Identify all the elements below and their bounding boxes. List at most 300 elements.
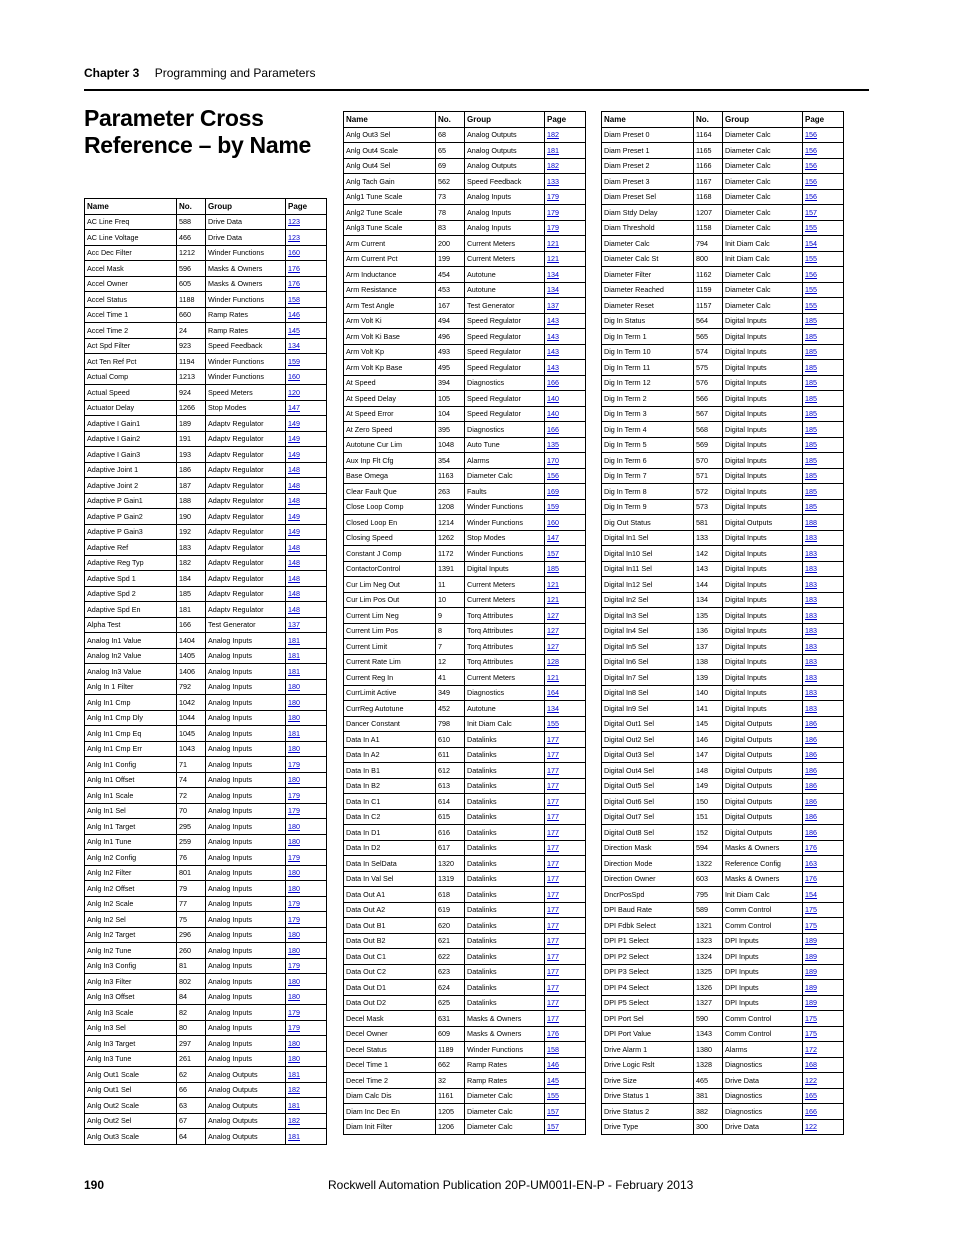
- page-link[interactable]: 180: [286, 865, 327, 881]
- page-link[interactable]: 176: [286, 261, 327, 277]
- page-link[interactable]: 155: [545, 1088, 586, 1104]
- page-link[interactable]: 155: [803, 251, 844, 267]
- param-name: Act Ten Ref Pct: [85, 354, 177, 370]
- param-group: Analog Outputs: [206, 1067, 286, 1083]
- page-link[interactable]: 180: [286, 974, 327, 990]
- page-link[interactable]: 148: [286, 478, 327, 494]
- page-link[interactable]: 186: [803, 716, 844, 732]
- page-link[interactable]: 121: [545, 251, 586, 267]
- table-row: [602, 763, 844, 779]
- page-link[interactable]: 145: [545, 1073, 586, 1089]
- param-number: 1168: [694, 189, 723, 205]
- page-link[interactable]: 156: [803, 127, 844, 143]
- page-link[interactable]: 172: [803, 1042, 844, 1058]
- param-number: 9: [436, 608, 465, 624]
- page-link[interactable]: 120: [286, 385, 327, 401]
- table-row: [85, 276, 327, 292]
- param-group: Analog Inputs: [206, 865, 286, 881]
- table-row: [602, 484, 844, 500]
- page-link[interactable]: 137: [545, 298, 586, 314]
- param-name: Anlg In 1 Filter: [85, 679, 177, 695]
- page-link[interactable]: 186: [803, 794, 844, 810]
- page-link[interactable]: 133: [545, 174, 586, 190]
- page-link[interactable]: 180: [286, 927, 327, 943]
- table-row: [344, 344, 586, 360]
- page-link[interactable]: 180: [286, 741, 327, 757]
- page-link[interactable]: 177: [545, 887, 586, 903]
- table-row: [85, 1036, 327, 1052]
- page-link[interactable]: 140: [545, 391, 586, 407]
- param-name: DPI P4 Select: [602, 980, 694, 996]
- param-name: Diam Preset 2: [602, 158, 694, 174]
- param-name: Anlg Out2 Sel: [85, 1113, 177, 1129]
- page-link[interactable]: 146: [286, 307, 327, 323]
- page-link[interactable]: 176: [286, 276, 327, 292]
- page-link[interactable]: 122: [803, 1119, 844, 1135]
- page-link[interactable]: 148: [286, 462, 327, 478]
- page-link[interactable]: 135: [545, 437, 586, 453]
- page-link[interactable]: 175: [803, 1011, 844, 1027]
- page-link[interactable]: 166: [803, 1104, 844, 1120]
- table-row: [602, 887, 844, 903]
- page-link[interactable]: 179: [286, 1005, 327, 1021]
- param-number: 565: [694, 329, 723, 345]
- page-link[interactable]: 181: [286, 648, 327, 664]
- page-link[interactable]: 189: [803, 980, 844, 996]
- param-number: 167: [436, 298, 465, 314]
- page-link[interactable]: 148: [286, 493, 327, 509]
- page-link[interactable]: 183: [803, 608, 844, 624]
- page-link[interactable]: 177: [545, 918, 586, 934]
- param-number: 1044: [177, 710, 206, 726]
- param-number: 1214: [436, 515, 465, 531]
- page-link[interactable]: 180: [286, 679, 327, 695]
- page-link[interactable]: 180: [286, 1051, 327, 1067]
- page-link[interactable]: 145: [286, 323, 327, 339]
- param-number: 493: [436, 344, 465, 360]
- page-link[interactable]: 149: [286, 431, 327, 447]
- page-link[interactable]: 179: [286, 788, 327, 804]
- param-number: 166: [177, 617, 206, 633]
- page-link[interactable]: 148: [286, 571, 327, 587]
- param-number: 69: [436, 158, 465, 174]
- table-row: [602, 794, 844, 810]
- page-link[interactable]: 181: [545, 143, 586, 159]
- param-number: 78: [436, 205, 465, 221]
- page-link[interactable]: 177: [545, 980, 586, 996]
- page-link[interactable]: 177: [545, 949, 586, 965]
- page-link[interactable]: 177: [545, 732, 586, 748]
- page-link[interactable]: 127: [545, 608, 586, 624]
- table-row: [85, 524, 327, 540]
- page-link[interactable]: 137: [286, 617, 327, 633]
- table-row: [85, 261, 327, 277]
- page-link[interactable]: 160: [286, 245, 327, 261]
- page-link[interactable]: 156: [803, 158, 844, 174]
- table-row: [602, 1119, 844, 1135]
- page-link[interactable]: 155: [803, 298, 844, 314]
- param-group: Diagnostics: [723, 1088, 803, 1104]
- page-link[interactable]: 177: [545, 794, 586, 810]
- page-link[interactable]: 183: [803, 561, 844, 577]
- page-link[interactable]: 160: [286, 369, 327, 385]
- param-name: Anlg In3 Sel: [85, 1020, 177, 1036]
- page-link[interactable]: 180: [286, 881, 327, 897]
- param-name: Anlg In1 Offset: [85, 772, 177, 788]
- page-link[interactable]: 185: [803, 499, 844, 515]
- page-link[interactable]: 182: [286, 1082, 327, 1098]
- table-row: [85, 571, 327, 587]
- page-link[interactable]: 155: [545, 716, 586, 732]
- page-link[interactable]: 127: [545, 623, 586, 639]
- param-name: Anlg In2 Filter: [85, 865, 177, 881]
- page-link[interactable]: 177: [545, 763, 586, 779]
- param-number: 75: [177, 912, 206, 928]
- page-link[interactable]: 179: [286, 896, 327, 912]
- page-link[interactable]: 185: [803, 437, 844, 453]
- param-group: Alarms: [723, 1042, 803, 1058]
- page-link[interactable]: 134: [545, 701, 586, 717]
- page-title: Parameter Cross Reference – by Name: [84, 105, 311, 158]
- param-name: Adaptive Reg Typ: [85, 555, 177, 571]
- page-link[interactable]: 123: [286, 214, 327, 230]
- param-number: 617: [436, 840, 465, 856]
- param-number: 616: [436, 825, 465, 841]
- page-link[interactable]: 168: [803, 1057, 844, 1073]
- param-group: Digital Inputs: [723, 437, 803, 453]
- page-link[interactable]: 155: [803, 282, 844, 298]
- param-group: Masks & Owners: [723, 871, 803, 887]
- page-link[interactable]: 157: [545, 1104, 586, 1120]
- param-number: 494: [436, 313, 465, 329]
- page-link[interactable]: 157: [545, 546, 586, 562]
- page-link[interactable]: 180: [286, 695, 327, 711]
- table-row: [344, 158, 586, 174]
- param-group: Test Generator: [206, 617, 286, 633]
- page-link[interactable]: 182: [545, 127, 586, 143]
- table-row: [85, 431, 327, 447]
- page-link[interactable]: 180: [286, 834, 327, 850]
- page-link[interactable]: 183: [803, 654, 844, 670]
- page-link[interactable]: 188: [803, 515, 844, 531]
- table-row: [602, 298, 844, 314]
- page-link[interactable]: 157: [545, 1119, 586, 1135]
- param-name: Direction Owner: [602, 871, 694, 887]
- page-link[interactable]: 182: [545, 158, 586, 174]
- page-link[interactable]: 181: [286, 1098, 327, 1114]
- page-link[interactable]: 186: [803, 763, 844, 779]
- page-link[interactable]: 149: [286, 447, 327, 463]
- param-group: Current Meters: [465, 592, 545, 608]
- table-row: [344, 949, 586, 965]
- param-number: 68: [436, 127, 465, 143]
- page-link[interactable]: 185: [803, 484, 844, 500]
- page-link[interactable]: 156: [803, 174, 844, 190]
- page-link[interactable]: 181: [286, 1129, 327, 1145]
- page-link[interactable]: 176: [803, 871, 844, 887]
- table-row: [344, 546, 586, 562]
- page-header: [84, 66, 315, 80]
- page-link[interactable]: 183: [803, 639, 844, 655]
- page-link[interactable]: 183: [803, 701, 844, 717]
- page-link[interactable]: 170: [545, 453, 586, 469]
- param-name: Adaptive I Gain1: [85, 416, 177, 432]
- param-number: 73: [436, 189, 465, 205]
- page-link[interactable]: 180: [286, 819, 327, 835]
- page-link[interactable]: 179: [545, 220, 586, 236]
- page-link[interactable]: 148: [286, 586, 327, 602]
- page-link[interactable]: 183: [803, 530, 844, 546]
- param-name: DPI Baud Rate: [602, 902, 694, 918]
- page-link[interactable]: 189: [803, 964, 844, 980]
- page-link[interactable]: 189: [803, 995, 844, 1011]
- page-link[interactable]: 175: [803, 918, 844, 934]
- page-link[interactable]: 177: [545, 778, 586, 794]
- param-group: Adaptv Regulator: [206, 462, 286, 478]
- page-link[interactable]: 185: [803, 422, 844, 438]
- page-link[interactable]: 176: [803, 840, 844, 856]
- table-row: [602, 871, 844, 887]
- page-link[interactable]: 179: [286, 757, 327, 773]
- page-link[interactable]: 156: [545, 468, 586, 484]
- param-group: Analog Inputs: [206, 1051, 286, 1067]
- table-row: [85, 912, 327, 928]
- page-link[interactable]: 149: [286, 524, 327, 540]
- page-link[interactable]: 134: [286, 338, 327, 354]
- param-name: Anlg In3 Target: [85, 1036, 177, 1052]
- page-link[interactable]: 177: [545, 995, 586, 1011]
- page-link[interactable]: 176: [545, 1026, 586, 1042]
- page-link[interactable]: 134: [545, 267, 586, 283]
- page-link[interactable]: 148: [286, 555, 327, 571]
- param-name: Acc Dec Filter: [85, 245, 177, 261]
- page-link[interactable]: 185: [803, 453, 844, 469]
- param-name: Anlg Tach Gain: [344, 174, 436, 190]
- param-group: Adaptv Regulator: [206, 586, 286, 602]
- page-link[interactable]: 128: [545, 654, 586, 670]
- param-number: 802: [177, 974, 206, 990]
- page-link[interactable]: 134: [545, 282, 586, 298]
- param-number: 144: [694, 577, 723, 593]
- param-name: Anlg Out2 Scale: [85, 1098, 177, 1114]
- page-link[interactable]: 122: [803, 1073, 844, 1089]
- page-link[interactable]: 185: [803, 329, 844, 345]
- table-row: [85, 679, 327, 695]
- param-number: 660: [177, 307, 206, 323]
- page-link[interactable]: 183: [803, 623, 844, 639]
- page-link[interactable]: 181: [286, 664, 327, 680]
- param-name: Anlg In1 Target: [85, 819, 177, 835]
- page-link[interactable]: 185: [803, 344, 844, 360]
- page-link[interactable]: 163: [803, 856, 844, 872]
- page-link[interactable]: 177: [545, 809, 586, 825]
- page-link[interactable]: 182: [286, 1113, 327, 1129]
- page-link[interactable]: 165: [803, 1088, 844, 1104]
- page-link[interactable]: 121: [545, 236, 586, 252]
- param-group: Diagnostics: [465, 375, 545, 391]
- page-link[interactable]: 160: [545, 515, 586, 531]
- page-link[interactable]: 180: [286, 1036, 327, 1052]
- page-link[interactable]: 175: [803, 902, 844, 918]
- param-name: Closed Loop En: [344, 515, 436, 531]
- page-link[interactable]: 186: [803, 778, 844, 794]
- param-number: 84: [177, 989, 206, 1005]
- table-row: [344, 592, 586, 608]
- page-link[interactable]: 149: [286, 416, 327, 432]
- page-link[interactable]: 181: [286, 633, 327, 649]
- page-link[interactable]: 143: [545, 329, 586, 345]
- param-name: Digital Out1 Sel: [602, 716, 694, 732]
- page-link[interactable]: 179: [286, 912, 327, 928]
- page-link[interactable]: 121: [545, 670, 586, 686]
- page-link[interactable]: 177: [545, 856, 586, 872]
- page-link[interactable]: 186: [803, 825, 844, 841]
- page-link[interactable]: 154: [803, 236, 844, 252]
- table-row: [602, 143, 844, 159]
- page-link[interactable]: 177: [545, 933, 586, 949]
- page-link[interactable]: 189: [803, 949, 844, 965]
- table-row: [344, 437, 586, 453]
- param-group: Torq Attributes: [465, 639, 545, 655]
- param-number: 614: [436, 794, 465, 810]
- page-link[interactable]: 177: [545, 747, 586, 763]
- param-name: Anlg In3 Tune: [85, 1051, 177, 1067]
- table-row: [85, 850, 327, 866]
- table-row: [344, 143, 586, 159]
- page-link[interactable]: 179: [545, 189, 586, 205]
- table-row: [344, 763, 586, 779]
- page-link[interactable]: 140: [545, 406, 586, 422]
- page-link[interactable]: 179: [286, 1020, 327, 1036]
- page-link[interactable]: 180: [286, 772, 327, 788]
- page-link[interactable]: 177: [545, 1011, 586, 1027]
- page-link[interactable]: 123: [286, 230, 327, 246]
- page-link[interactable]: 183: [803, 546, 844, 562]
- page-link[interactable]: 180: [286, 989, 327, 1005]
- page-link[interactable]: 179: [286, 850, 327, 866]
- page-link[interactable]: 180: [286, 943, 327, 959]
- page-link[interactable]: 177: [545, 871, 586, 887]
- param-number: 1188: [177, 292, 206, 308]
- page-link[interactable]: 177: [545, 825, 586, 841]
- page-link[interactable]: 185: [803, 468, 844, 484]
- page-link[interactable]: 185: [545, 561, 586, 577]
- page-link[interactable]: 159: [545, 499, 586, 515]
- page-link[interactable]: 186: [803, 747, 844, 763]
- page-link[interactable]: 177: [545, 964, 586, 980]
- page-link[interactable]: 185: [803, 313, 844, 329]
- param-number: 71: [177, 757, 206, 773]
- page-link[interactable]: 177: [545, 902, 586, 918]
- table-row: [344, 251, 586, 267]
- param-group: Speed Regulator: [465, 329, 545, 345]
- page-link[interactable]: 158: [286, 292, 327, 308]
- param-name: Data In A1: [344, 732, 436, 748]
- page-link[interactable]: 189: [803, 933, 844, 949]
- table-row: [344, 1119, 586, 1135]
- page-link[interactable]: 166: [545, 375, 586, 391]
- page-link[interactable]: 169: [545, 484, 586, 500]
- param-group: Diameter Calc: [723, 174, 803, 190]
- param-number: 141: [694, 701, 723, 717]
- param-number: 576: [694, 375, 723, 391]
- param-name: Anlg In1 Tune: [85, 834, 177, 850]
- page-link[interactable]: 147: [286, 400, 327, 416]
- page-link[interactable]: 179: [286, 803, 327, 819]
- param-number: 77: [177, 896, 206, 912]
- page-link[interactable]: 156: [803, 143, 844, 159]
- page-link[interactable]: 185: [803, 360, 844, 376]
- param-number: 32: [436, 1073, 465, 1089]
- page-link[interactable]: 179: [545, 205, 586, 221]
- page-link[interactable]: 149: [286, 509, 327, 525]
- page-link[interactable]: 181: [286, 1067, 327, 1083]
- page-link[interactable]: 183: [803, 670, 844, 686]
- page-link[interactable]: 166: [545, 422, 586, 438]
- page-link[interactable]: 164: [545, 685, 586, 701]
- page-link[interactable]: 159: [286, 354, 327, 370]
- param-number: 798: [436, 716, 465, 732]
- page-link[interactable]: 143: [545, 313, 586, 329]
- page-link[interactable]: 183: [803, 685, 844, 701]
- page-link[interactable]: 155: [803, 220, 844, 236]
- page-link[interactable]: 148: [286, 540, 327, 556]
- page-link[interactable]: 143: [545, 360, 586, 376]
- param-name: Anlg In1 Cmp Err: [85, 741, 177, 757]
- table-row: [85, 447, 327, 463]
- param-group: Digital Inputs: [723, 685, 803, 701]
- page-link[interactable]: 185: [803, 406, 844, 422]
- page-link[interactable]: 183: [803, 592, 844, 608]
- param-number: 1328: [694, 1057, 723, 1073]
- page-link[interactable]: 127: [545, 639, 586, 655]
- page-link[interactable]: 156: [803, 267, 844, 283]
- page-link[interactable]: 146: [545, 1057, 586, 1073]
- page-link[interactable]: 181: [286, 726, 327, 742]
- param-name: Analog In1 Value: [85, 633, 177, 649]
- page-link[interactable]: 177: [545, 840, 586, 856]
- param-name: DPI Port Value: [602, 1026, 694, 1042]
- param-name: Arm Volt Ki Base: [344, 329, 436, 345]
- page-link[interactable]: 185: [803, 375, 844, 391]
- page-link[interactable]: 186: [803, 732, 844, 748]
- page-link[interactable]: 157: [803, 205, 844, 221]
- page-link[interactable]: 179: [286, 958, 327, 974]
- param-number: 300: [694, 1119, 723, 1135]
- param-group: Speed Regulator: [465, 391, 545, 407]
- page-link[interactable]: 121: [545, 577, 586, 593]
- page-link[interactable]: 147: [545, 530, 586, 546]
- param-name: Current Rate Lim: [344, 654, 436, 670]
- param-name: Analog In3 Value: [85, 664, 177, 680]
- page-link[interactable]: 186: [803, 809, 844, 825]
- page-link[interactable]: 154: [803, 887, 844, 903]
- page-link[interactable]: 121: [545, 592, 586, 608]
- page-link[interactable]: 183: [803, 577, 844, 593]
- page-link[interactable]: 185: [803, 391, 844, 407]
- page-link[interactable]: 156: [803, 189, 844, 205]
- page-link[interactable]: 143: [545, 344, 586, 360]
- param-name: Data In B1: [344, 763, 436, 779]
- page-link[interactable]: 158: [545, 1042, 586, 1058]
- page-number: 190: [84, 1178, 105, 1192]
- page-link[interactable]: 180: [286, 710, 327, 726]
- page-link[interactable]: 148: [286, 602, 327, 618]
- param-number: 1162: [694, 267, 723, 283]
- param-name: Data In D1: [344, 825, 436, 841]
- page-link[interactable]: 175: [803, 1026, 844, 1042]
- param-name: Digital In3 Sel: [602, 608, 694, 624]
